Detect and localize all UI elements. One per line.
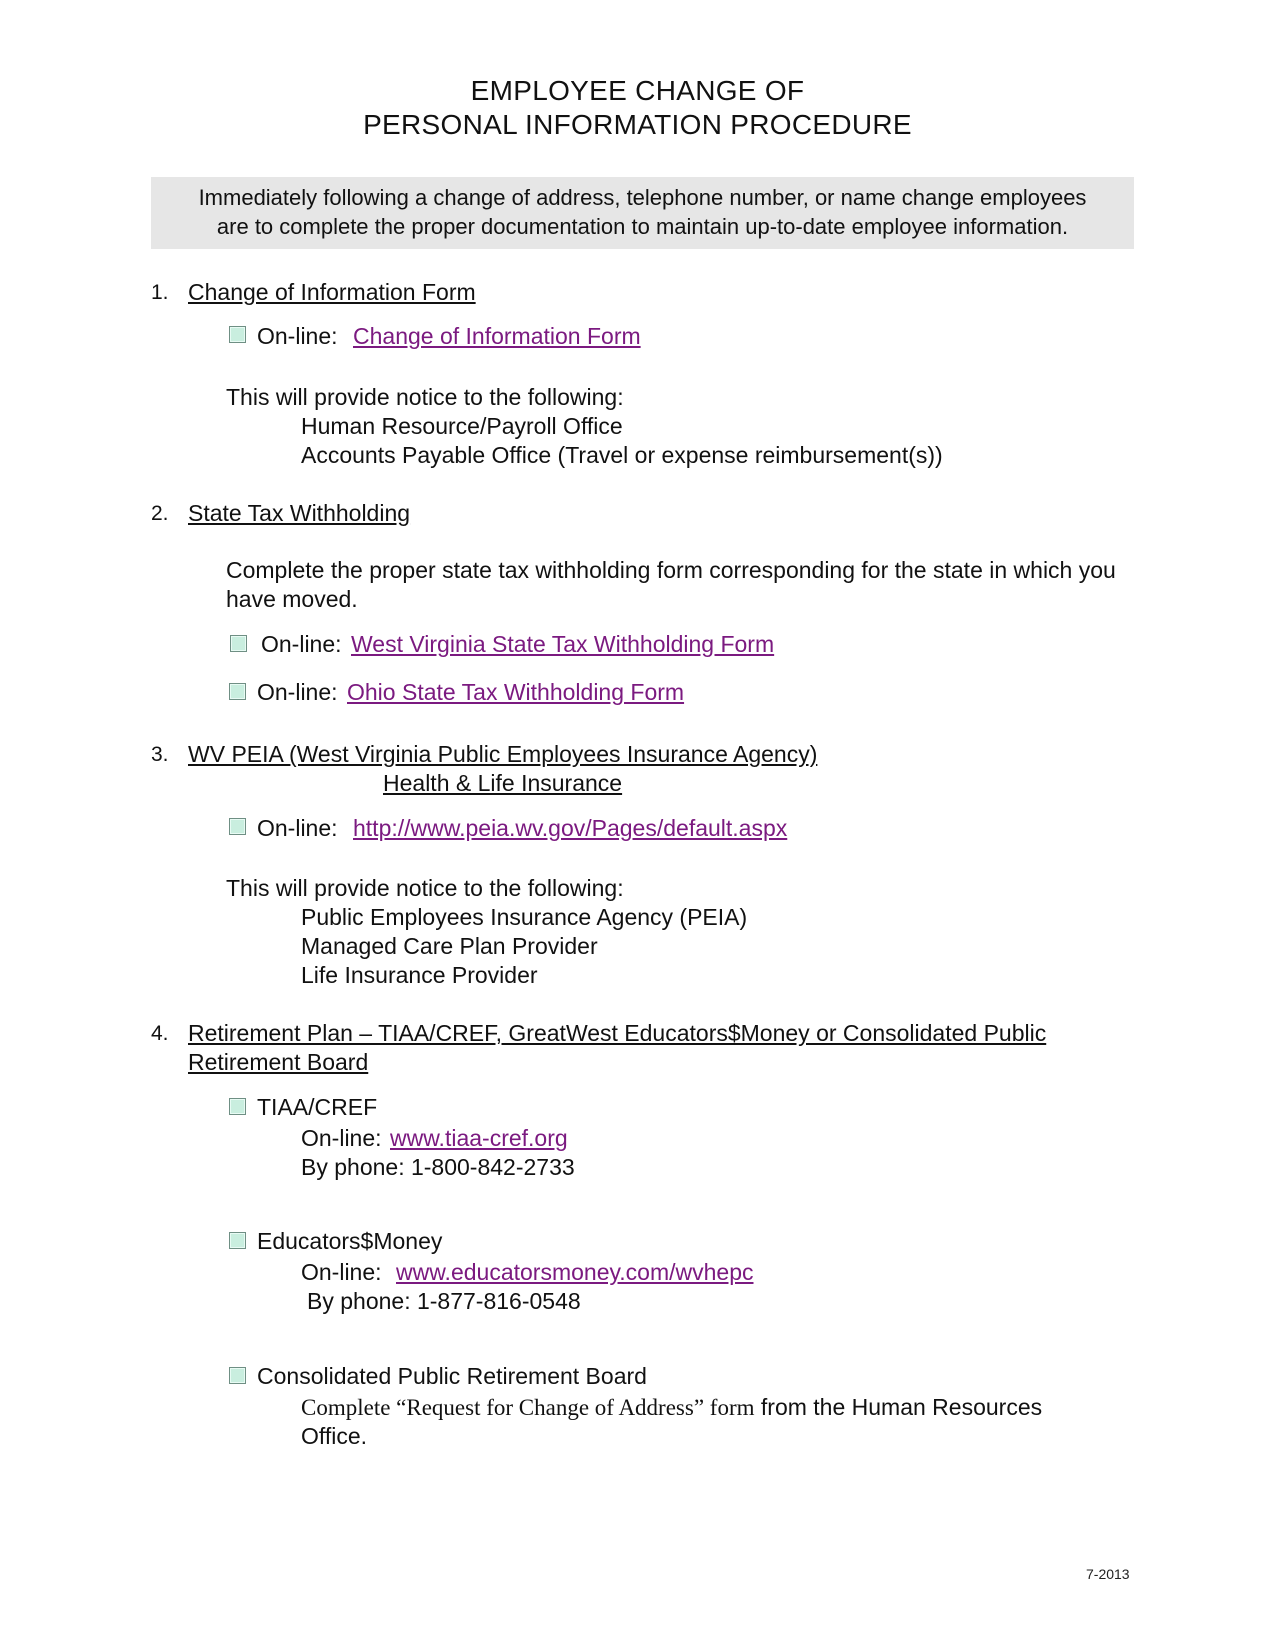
wv-tax-checkbox[interactable] bbox=[230, 635, 247, 652]
section2-heading: State Tax Withholding bbox=[188, 500, 411, 526]
educators-money-name: Educators$Money bbox=[257, 1228, 443, 1254]
section3-heading-line2: Health & Life Insurance bbox=[383, 770, 623, 796]
section1-heading: Change of Information Form bbox=[188, 279, 476, 305]
educators-money-phone: By phone: 1-877-816-0548 bbox=[307, 1288, 581, 1314]
ohio-state-tax-form-link[interactable]: Ohio State Tax Withholding Form bbox=[347, 679, 685, 705]
tiaa-cref-name: TIAA/CREF bbox=[257, 1094, 378, 1120]
section4-number: 4. bbox=[151, 1022, 169, 1045]
revision-date: 7-2013 bbox=[1086, 1566, 1130, 1582]
ohio-tax-online-label: On-line: bbox=[257, 679, 338, 705]
intro-box bbox=[151, 177, 1134, 249]
educators-money-website-link[interactable]: www.educatorsmoney.com/wvhepc bbox=[396, 1259, 754, 1285]
section1-online-checkbox[interactable] bbox=[229, 326, 246, 343]
section2-number: 2. bbox=[151, 502, 169, 525]
peia-website-link[interactable]: http://www.peia.wv.gov/Pages/default.aspx bbox=[353, 815, 788, 841]
tiaa-cref-website-link[interactable]: www.tiaa-cref.org bbox=[390, 1125, 568, 1151]
section3-heading-line1: WV PEIA (West Virginia Public Employees Insurance Agency) bbox=[188, 741, 818, 767]
section3-notice-intro: This will provide notice to the following: bbox=[226, 875, 624, 901]
cprb-description-line2: Office. bbox=[301, 1423, 368, 1449]
section1-number: 1. bbox=[151, 281, 169, 304]
page-title-line1: EMPLOYEE CHANGE OF bbox=[470, 75, 805, 106]
section1-notice-item: Human Resource/Payroll Office bbox=[301, 413, 623, 439]
tiaa-cref-phone: By phone: 1-800-842-2733 bbox=[301, 1154, 575, 1180]
section3-number: 3. bbox=[151, 743, 169, 766]
section3-notice-item: Life Insurance Provider bbox=[301, 962, 538, 988]
cprb-description-rest: from the Human Resources bbox=[760, 1394, 1043, 1420]
educators-money-checkbox[interactable] bbox=[229, 1232, 246, 1249]
section1-notice-item: Accounts Payable Office (Travel or expense reimbursement(s)) bbox=[301, 442, 943, 468]
intro-line1: Immediately following a change of address, telephone number, or name change employees bbox=[198, 185, 1087, 210]
wv-state-tax-form-link[interactable]: West Virginia State Tax Withholding Form bbox=[351, 631, 775, 657]
section4-heading-line1: Retirement Plan – TIAA/CREF, GreatWest Educators$Money or Consolidated Public bbox=[188, 1020, 1047, 1046]
cprb-description-serif: Complete “Request for Change of Address” form bbox=[301, 1395, 755, 1420]
peia-online-label: On-line: bbox=[257, 815, 338, 841]
page-title-line2: PERSONAL INFORMATION PROCEDURE bbox=[363, 109, 912, 140]
section2-desc-line2: have moved. bbox=[226, 586, 358, 612]
change-of-information-form-link[interactable]: Change of Information Form bbox=[353, 323, 641, 349]
wv-tax-online-label: On-line: bbox=[261, 631, 342, 657]
cprb-checkbox[interactable] bbox=[229, 1367, 246, 1384]
section3-notice-item: Public Employees Insurance Agency (PEIA) bbox=[301, 904, 748, 930]
cprb-name: Consolidated Public Retirement Board bbox=[257, 1363, 647, 1389]
tiaa-cref-checkbox[interactable] bbox=[229, 1098, 246, 1115]
section2-desc-line1: Complete the proper state tax withholding form corresponding for the state in which you bbox=[226, 557, 1116, 583]
section4-heading-line2: Retirement Board bbox=[188, 1049, 369, 1075]
section1-notice-intro: This will provide notice to the following: bbox=[226, 384, 624, 410]
ohio-tax-checkbox[interactable] bbox=[229, 683, 246, 700]
tiaa-cref-online-label: On-line: bbox=[301, 1125, 382, 1151]
section3-notice-item: Managed Care Plan Provider bbox=[301, 933, 598, 959]
intro-line2: are to complete the proper documentation to maintain up-to-date employee information. bbox=[216, 214, 1069, 239]
educators-money-online-label: On-line: bbox=[301, 1259, 382, 1285]
cprb-description-line1 bbox=[301, 1393, 1042, 1422]
section1-online-label: On-line: bbox=[257, 323, 338, 349]
peia-online-checkbox[interactable] bbox=[229, 818, 246, 835]
